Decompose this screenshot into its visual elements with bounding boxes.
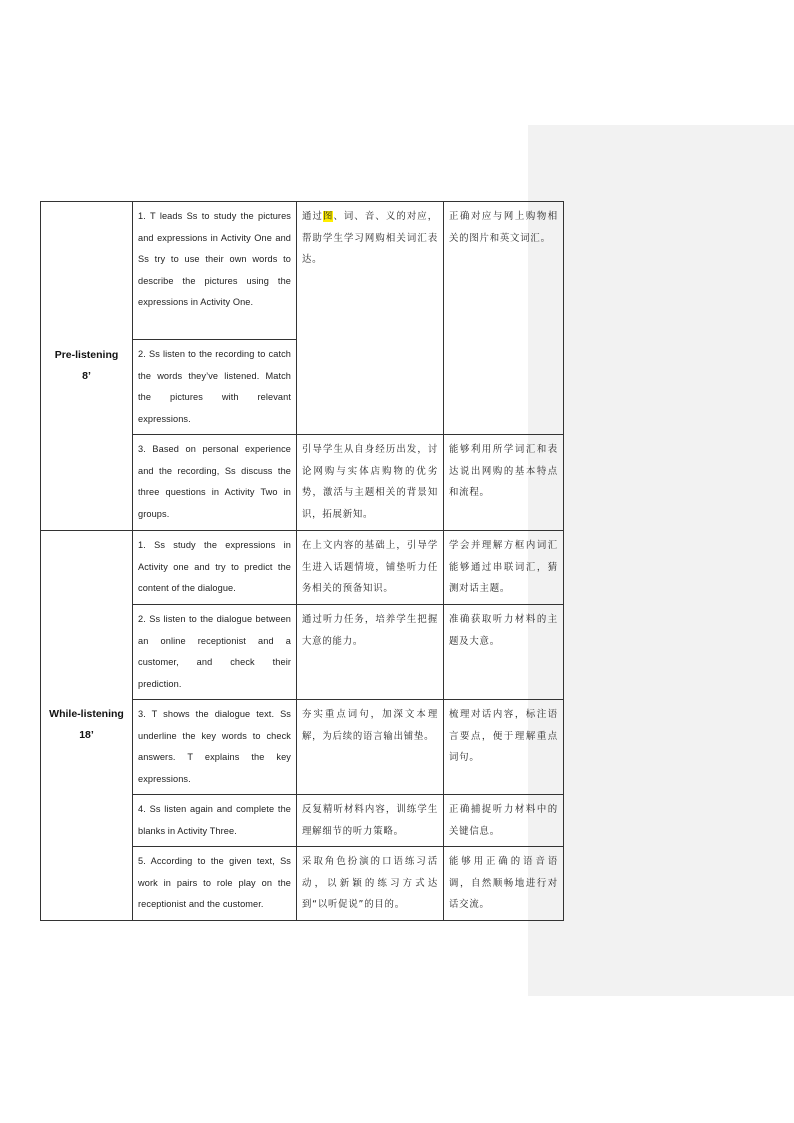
stage-name: Pre-listening (54, 349, 119, 361)
lesson-plan-table (40, 201, 564, 921)
intent-cell: 反复精听材料内容，训练学生理解细节的听力策略。 (297, 795, 444, 847)
goal-cell: 能够用正确的语音语调，自然顺畅地进行对话交流。 (444, 847, 564, 921)
intent-cell: 通过图、词、音、义的对应，帮助学生学习网购相关词汇表达。 (297, 202, 444, 435)
comment-pane (528, 125, 794, 996)
goal-cell: 准确获取听力材料的主题及大意。 (444, 605, 564, 700)
table-row (41, 202, 564, 340)
goal-cell: 正确对应与网上购物相关的图片和英文词汇。 (444, 202, 564, 435)
step-cell: 3. Based on personal experience and the recording, Ss discuss the three questions in Activity Two in groups. (133, 435, 297, 531)
step-cell: 5. According to the given text, Ss work in pairs to role play on the receptionist and the customer. (133, 847, 297, 921)
intent-cell: 在上文内容的基础上，引导学生进入话题情境，铺垫听力任务相关的预备知识。 (297, 531, 444, 605)
step-cell: 4. Ss listen again and complete the blanks in Activity Three. (133, 795, 297, 847)
step-cell: 2. Ss listen to the dialogue between an online receptionist and a customer, and check their prediction. (133, 605, 297, 700)
table-row (41, 531, 564, 605)
stage-cell-while-listening (41, 531, 133, 921)
step-cell: 1. T leads Ss to study the pictures and expressions in Activity One and Ss try to use their own words to describe the pictures using the expressions in Activity One. (133, 202, 297, 340)
step-cell: 3. T shows the dialogue text. Ss underline the key words to check answers. T explains the key expressions. (133, 700, 297, 795)
stage-time: 8’ (82, 370, 91, 382)
intent-cell: 通过听力任务，培养学生把握大意的能力。 (297, 605, 444, 700)
intent-cell: 引导学生从自身经历出发，讨论网购与实体店购物的优劣势，激活与主题相关的背景知识，拓展新知。 (297, 435, 444, 531)
stage-cell-pre-listening (41, 202, 133, 531)
goal-cell: 梳理对话内容，标注语言要点，便于理解重点词句。 (444, 700, 564, 795)
goal-cell: 正确捕捉听力材料中的关键信息。 (444, 795, 564, 847)
highlighted-text: 图 (322, 211, 334, 222)
intent-cell: 采取角色扮演的口语练习活动，以新颖的练习方式达到“以听促说”的目的。 (297, 847, 444, 921)
stage-name: While-listening (49, 708, 124, 721)
intent-cell: 夯实重点词句，加深文本理解，为后续的语言输出铺垫。 (297, 700, 444, 795)
step-cell: 1. Ss study the expressions in Activity one and try to predict the content of the dialogue. (133, 531, 297, 605)
stage-time: 18’ (79, 729, 94, 742)
step-cell: 2. Ss listen to the recording to catch the words they’ve listened. Match the pictures with relevant expressions. (133, 340, 297, 435)
goal-cell: 能够利用所学词汇和表达说出网购的基本特点和流程。 (444, 435, 564, 531)
goal-cell: 学会并理解方框内词汇能够通过串联词汇，猜测对话主题。 (444, 531, 564, 605)
